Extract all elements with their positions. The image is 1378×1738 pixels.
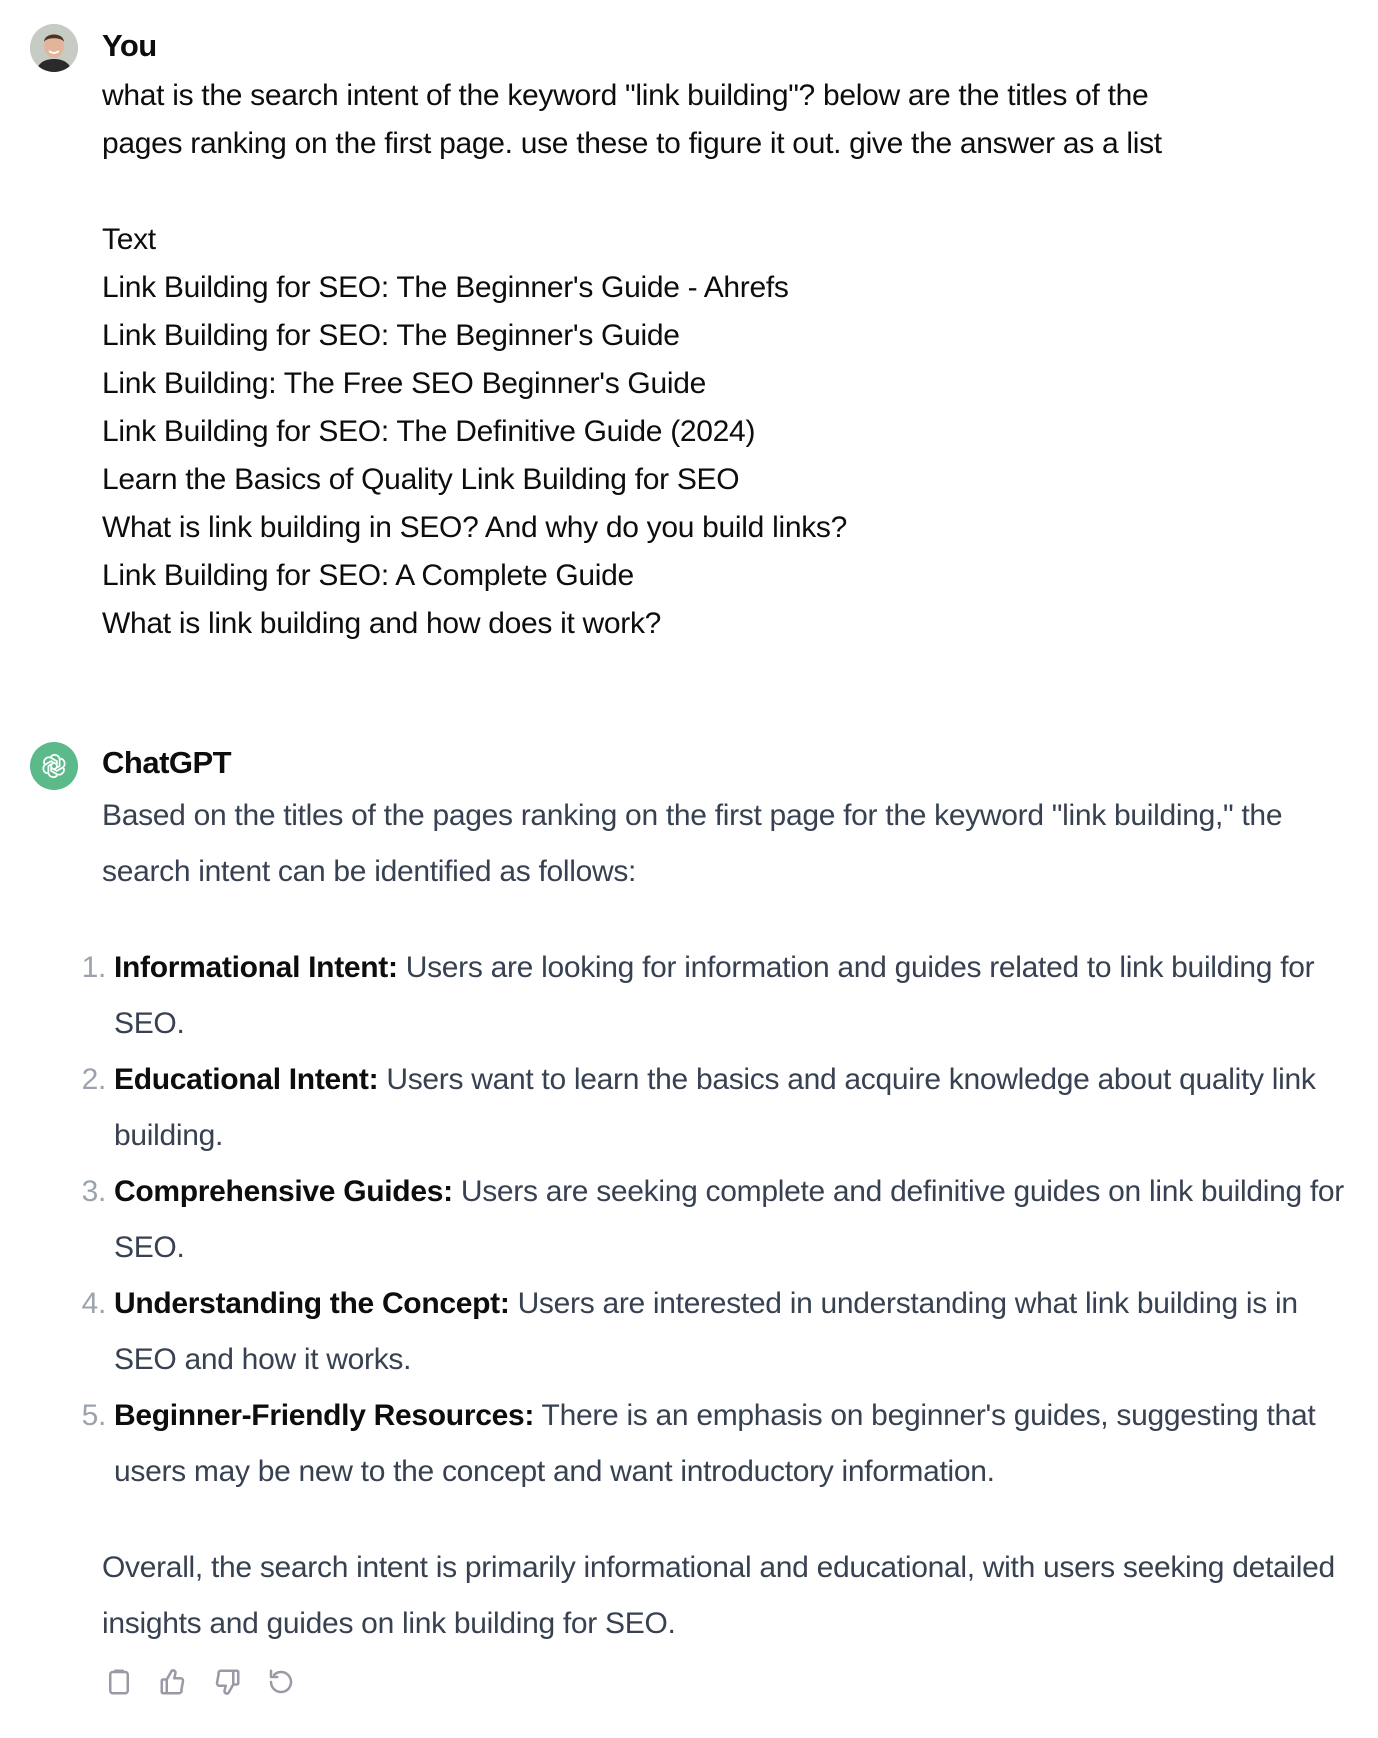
page-title-item: What is link building in SEO? And why do you build links? xyxy=(102,511,847,544)
regenerate-icon xyxy=(266,1667,296,1697)
message-actions xyxy=(104,1666,296,1698)
assistant-summary: Overall, the search intent is primarily informational and educational, with users seeking detailed insights and guides on link building for SEO. xyxy=(102,1551,1335,1640)
assistant-role-label: ChatGPT xyxy=(102,745,232,780)
assistant-avatar xyxy=(30,742,78,790)
user-role-label: You xyxy=(102,28,157,63)
list-number: 2. xyxy=(81,1063,106,1096)
page-title-item: Learn the Basics of Quality Link Building for SEO xyxy=(102,463,740,496)
list-item xyxy=(62,940,1354,1052)
list-item xyxy=(62,1388,1354,1500)
list-number: 5. xyxy=(81,1399,106,1432)
copy-button[interactable] xyxy=(104,1666,134,1698)
page-title-item: Link Building for SEO: The Beginner's Guide xyxy=(102,319,680,352)
list-text: Users want to learn the basics and acquire knowledge about quality link building. xyxy=(114,1063,1316,1152)
list-item xyxy=(62,1164,1354,1276)
list-number: 3. xyxy=(81,1175,106,1208)
list-term: Comprehensive Guides: xyxy=(114,1175,453,1208)
user-message-line: what is the search intent of the keyword "link building"? below are the titles of the xyxy=(102,79,1149,112)
list-item xyxy=(62,1052,1354,1164)
list-term: Beginner-Friendly Resources: xyxy=(114,1399,535,1432)
openai-logo-icon xyxy=(39,751,69,781)
list-term: Understanding the Concept: xyxy=(114,1287,510,1320)
assistant-message xyxy=(81,788,1344,1652)
user-avatar xyxy=(30,24,78,72)
thumbs-up-icon xyxy=(158,1667,188,1697)
clipboard-icon xyxy=(104,1667,134,1697)
thumbs-up-button[interactable] xyxy=(158,1666,188,1698)
page-title-item: Link Building for SEO: The Beginner's Guide - Ahrefs xyxy=(102,271,789,304)
list-item xyxy=(62,1276,1354,1388)
list-text: Users are interested in understanding what link building is in SEO and how it works. xyxy=(114,1287,1298,1376)
list-text: Users are seeking complete and definitive guides on link building for SEO. xyxy=(114,1175,1344,1264)
regenerate-button[interactable] xyxy=(266,1666,296,1698)
thumbs-down-icon xyxy=(212,1667,242,1697)
user-photo-avatar-icon xyxy=(30,24,78,72)
page-title-item: What is link building and how does it work? xyxy=(102,607,662,640)
user-message-line: pages ranking on the first page. use these to figure it out. give the answer as a list xyxy=(102,127,1162,160)
user-list-header: Text xyxy=(102,223,156,256)
user-message xyxy=(102,72,1282,648)
list-number: 4. xyxy=(81,1287,106,1320)
page-title-item: Link Building: The Free SEO Beginner's Guide xyxy=(102,367,706,400)
list-term: Educational Intent: xyxy=(114,1063,379,1096)
intent-list xyxy=(62,940,1344,1500)
page-title-item: Link Building for SEO: A Complete Guide xyxy=(102,559,634,592)
list-text: Users are looking for information and guides related to link building for SEO. xyxy=(114,951,1315,1040)
list-term: Informational Intent: xyxy=(114,951,398,984)
list-text: There is an emphasis on beginner's guides, suggesting that users may be new to the concept and want introductory information. xyxy=(114,1399,1316,1488)
page-title-item: Link Building for SEO: The Definitive Guide (2024) xyxy=(102,415,756,448)
thumbs-down-button[interactable] xyxy=(212,1666,242,1698)
list-number: 1. xyxy=(81,951,106,984)
assistant-intro: Based on the titles of the pages ranking on the first page for the keyword "link building," the search intent can be identified as follows: xyxy=(102,799,1283,888)
